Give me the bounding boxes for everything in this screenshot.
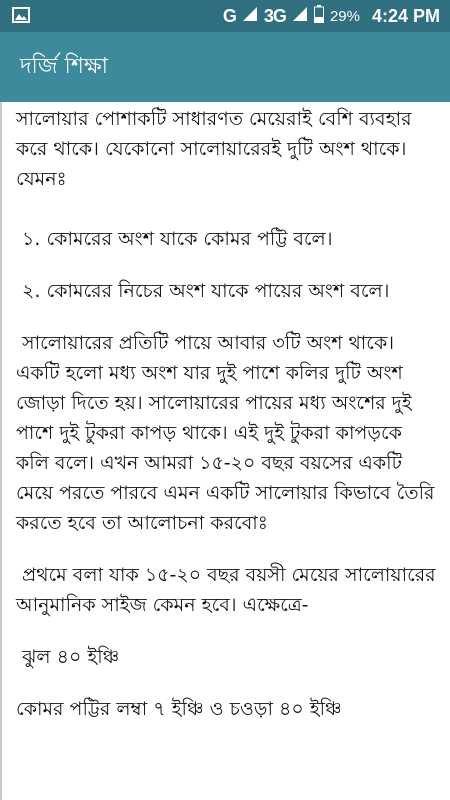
article-paragraph: ২. কোমরের নিচের অংশ যাকে পায়ের অংশ বলে। xyxy=(16,280,390,302)
network-type-3g-label: 3G xyxy=(263,5,286,26)
clock: 4:24 PM xyxy=(371,5,440,26)
gallery-notification-icon xyxy=(12,7,30,28)
article-paragraph: সালোয়ার পোশাকটি সাধারণত মেয়েরাই বেশি ব্যবহার করে থাকে। যেকোনো সালোয়ারেরই দুটি অংশ থাকে। যেমনঃ xyxy=(16,108,418,190)
status-indicators xyxy=(223,0,440,32)
battery-icon xyxy=(314,5,324,28)
article-paragraph: কোমর পট্টির লম্বা ৭ ইঞ্চি ও চওড়া ৪০ ইঞ্চি xyxy=(16,698,342,720)
app-bar xyxy=(0,32,450,102)
signal-icon-2 xyxy=(292,6,308,27)
article-paragraph: ঝুল ৪০ ইঞ্চি xyxy=(16,646,120,668)
app-title: দর্জি শিক্ষা xyxy=(20,53,109,79)
network-type-label: G xyxy=(222,5,236,26)
article-paragraph: প্রথমে বলা যাক ১৫-২০ বছর বয়সী মেয়ের সালোয়ারের আনুমানিক সাইজ কেমন হবে। এক্ষেত্রে- xyxy=(16,564,442,616)
article-content[interactable] xyxy=(0,102,450,800)
article-paragraph: ১. কোমরের অংশ যাকে কোমর পট্টি বলে। xyxy=(16,228,333,250)
signal-icon xyxy=(242,6,258,27)
status-bar xyxy=(0,0,450,32)
battery-percent: 29% xyxy=(329,7,360,25)
article-paragraph: সালোয়ারের প্রতিটি পায়ে আবার ৩টি অংশ থাকে। একটি হলো মধ্য অংশ যার দুই পাশে কলির দুটি অংশ জোড়া দিতে হয়। সালোয়ারের পায়ের মধ্য অংশের দুই পাশে দুই টুকরা কাপড় থাকে। এই দুই টুকরা কাপড়কে কলি বলে। এখন আমরা ১৫-২০ বছর বয়সের একটি মেয়ে পরতে পারবে এমন একটি সালোয়ার কিভাবে তৈরি করতে হবে তা আলোচনা করবোঃ xyxy=(16,332,441,534)
